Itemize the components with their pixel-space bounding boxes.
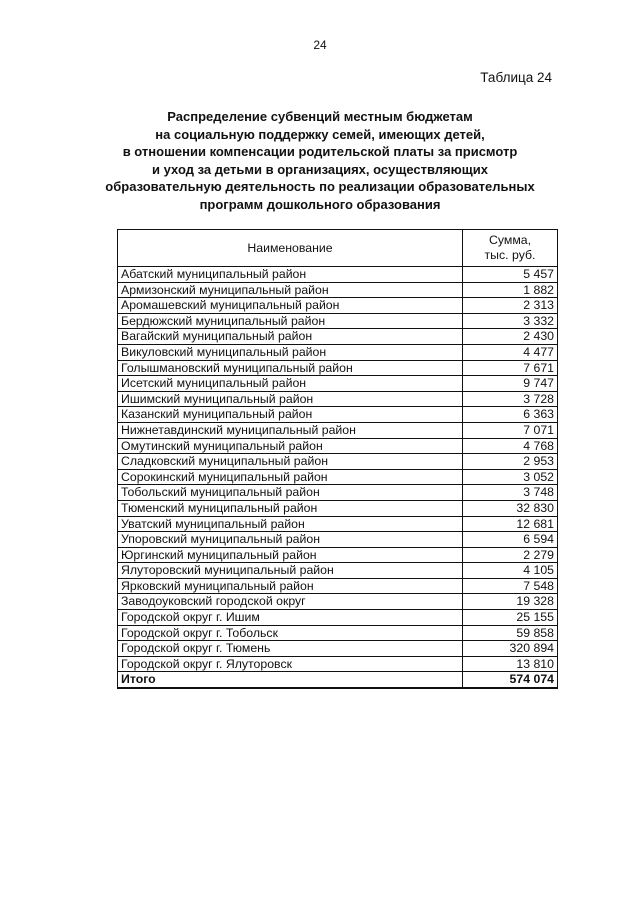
table-row — [118, 500, 558, 516]
row-sum: 3 728 — [463, 391, 558, 407]
header-sum-line: Сумма, — [488, 233, 532, 247]
row-name: Голышмановский муниципальный район — [118, 360, 463, 376]
row-sum: 12 681 — [463, 516, 558, 532]
table-row — [118, 454, 558, 470]
table-row — [118, 532, 558, 548]
table-row — [118, 485, 558, 501]
title-line: программ дошкольного образования — [199, 196, 441, 212]
table-row — [118, 625, 558, 641]
row-sum: 2 430 — [463, 329, 558, 345]
table-row — [118, 329, 558, 345]
row-sum: 13 810 — [463, 656, 558, 672]
row-sum: 3 332 — [463, 313, 558, 329]
page-number: 24 — [313, 38, 327, 52]
table-label: Таблица 24 — [480, 70, 552, 85]
header-name: Наименование — [118, 230, 463, 267]
table-row — [118, 656, 558, 672]
total-row — [118, 672, 558, 688]
row-sum: 2 279 — [463, 547, 558, 563]
table-row — [118, 282, 558, 298]
row-sum: 19 328 — [463, 594, 558, 610]
row-name: Армизонский муниципальный район — [118, 282, 463, 298]
title-line: в отношении компенсации родительской платы за присмотр — [122, 144, 518, 160]
row-sum: 59 858 — [463, 625, 558, 641]
row-sum: 6 363 — [463, 407, 558, 423]
total-label: Итого — [118, 672, 463, 688]
row-name: Нижнетавдинский муниципальный район — [118, 422, 463, 438]
table-row — [118, 360, 558, 376]
row-name: Омутинский муниципальный район — [118, 438, 463, 454]
subvention-table — [117, 229, 558, 689]
table-row — [118, 578, 558, 594]
table-row — [118, 438, 558, 454]
row-name: Юргинский муниципальный район — [118, 547, 463, 563]
row-sum: 4 768 — [463, 438, 558, 454]
row-sum: 5 457 — [463, 267, 558, 283]
table-row — [118, 391, 558, 407]
table-row — [118, 344, 558, 360]
row-name: Викуловский муниципальный район — [118, 344, 463, 360]
table-row — [118, 422, 558, 438]
row-name: Городской округ г. Тюмень — [118, 641, 463, 657]
table-body — [118, 267, 558, 689]
table-header-row — [118, 230, 558, 267]
row-sum: 7 548 — [463, 578, 558, 594]
row-sum: 2 953 — [463, 454, 558, 470]
total-sum: 574 074 — [463, 672, 558, 688]
row-name: Исетский муниципальный район — [118, 376, 463, 392]
table-row — [118, 469, 558, 485]
row-name: Сорокинский муниципальный район — [118, 469, 463, 485]
row-sum: 3 748 — [463, 485, 558, 501]
table-row — [118, 376, 558, 392]
document-title — [0, 108, 640, 214]
row-name: Городской округ г. Тобольск — [118, 625, 463, 641]
row-name: Тюменский муниципальный район — [118, 500, 463, 516]
row-name: Вагайский муниципальный район — [118, 329, 463, 345]
table-row — [118, 313, 558, 329]
row-name: Городской округ г. Ялуторовск — [118, 656, 463, 672]
table-row — [118, 298, 558, 314]
title-line: образовательную деятельность по реализации образовательных — [105, 179, 535, 195]
row-sum: 6 594 — [463, 532, 558, 548]
row-sum: 25 155 — [463, 610, 558, 626]
row-name: Тобольский муниципальный район — [118, 485, 463, 501]
row-sum: 4 477 — [463, 344, 558, 360]
row-name: Уватский муниципальный район — [118, 516, 463, 532]
row-name: Ишимский муниципальный район — [118, 391, 463, 407]
row-sum: 4 105 — [463, 563, 558, 579]
row-sum: 7 671 — [463, 360, 558, 376]
row-sum: 320 894 — [463, 641, 558, 657]
table-row — [118, 547, 558, 563]
row-sum: 32 830 — [463, 500, 558, 516]
header-sum — [463, 230, 558, 267]
row-name: Абатский муниципальный район — [118, 267, 463, 283]
table-row — [118, 407, 558, 423]
row-name: Ялуторовский муниципальный район — [118, 563, 463, 579]
table-row — [118, 267, 558, 283]
title-line: и уход за детьми в организациях, осуществляющих — [152, 161, 488, 177]
table-row — [118, 594, 558, 610]
row-name: Аромашевский муниципальный район — [118, 298, 463, 314]
row-name: Заводоуковский городской округ — [118, 594, 463, 610]
row-name: Казанский муниципальный район — [118, 407, 463, 423]
row-name: Бердюжский муниципальный район — [118, 313, 463, 329]
row-sum: 1 882 — [463, 282, 558, 298]
row-name: Упоровский муниципальный район — [118, 532, 463, 548]
row-sum: 7 071 — [463, 422, 558, 438]
title-line: на социальную поддержку семей, имеющих детей, — [155, 126, 485, 142]
row-name: Сладковский муниципальный район — [118, 454, 463, 470]
table-row — [118, 610, 558, 626]
table-row — [118, 563, 558, 579]
title-line: Распределение субвенций местным бюджетам — [167, 109, 473, 124]
row-sum: 3 052 — [463, 469, 558, 485]
header-sum-line: тыс. руб. — [484, 248, 536, 262]
row-sum: 9 747 — [463, 376, 558, 392]
row-sum: 2 313 — [463, 298, 558, 314]
row-name: Городской округ г. Ишим — [118, 610, 463, 626]
table-row — [118, 516, 558, 532]
table-row — [118, 641, 558, 657]
row-name: Ярковский муниципальный район — [118, 578, 463, 594]
